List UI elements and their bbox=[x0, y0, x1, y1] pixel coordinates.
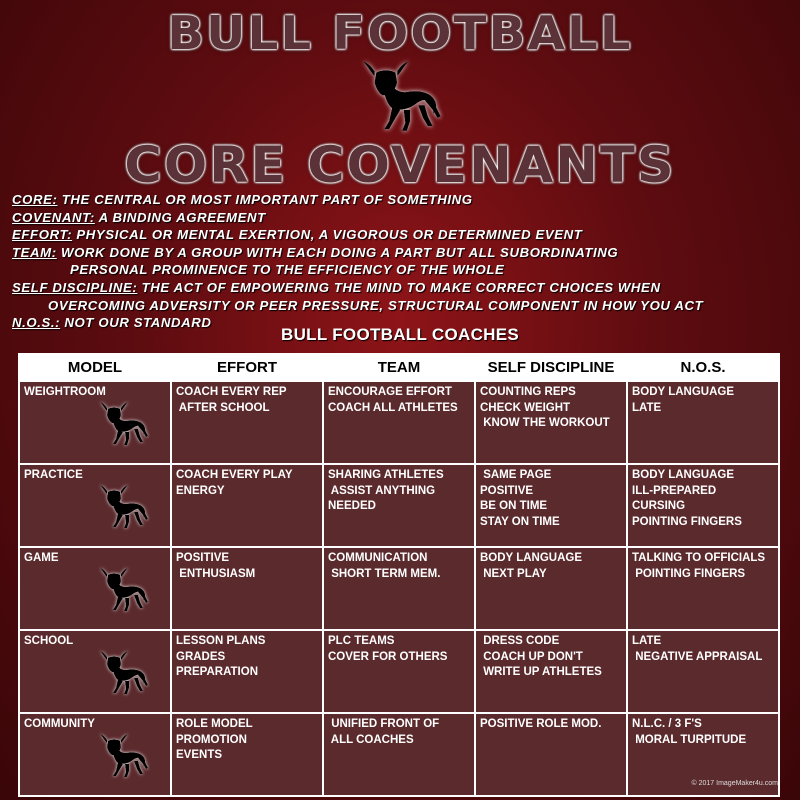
cell-line: CHECK WEIGHT bbox=[480, 401, 571, 414]
definitions-block bbox=[12, 191, 792, 332]
effort-cell bbox=[171, 630, 323, 713]
title-core-covenants: CORE COVENANTS bbox=[124, 136, 676, 194]
model-label: WEIGHTROOM bbox=[24, 386, 106, 398]
cell-line: PROMOTION bbox=[176, 733, 247, 746]
cell-line: DRESS CODE bbox=[480, 635, 560, 647]
cell-line: N.L.C. / 3 F'S bbox=[632, 718, 702, 730]
cell-line: COVER FOR OTHERS bbox=[328, 650, 448, 663]
cell-line: POINTING FINGERS bbox=[632, 567, 746, 580]
nos-cell bbox=[627, 547, 779, 630]
self-discipline-cell bbox=[475, 464, 627, 547]
cell-line: NEGATIVE APPRAISAL bbox=[632, 650, 763, 663]
effort-cell bbox=[171, 547, 323, 630]
bull-icon bbox=[98, 728, 150, 784]
table-title: BULL FOOTBALL COACHES bbox=[281, 325, 519, 344]
cell-line: WRITE UP ATHLETES bbox=[480, 666, 602, 678]
model-label: SCHOOL bbox=[24, 635, 74, 647]
self-discipline-cell bbox=[475, 630, 627, 713]
coaches-table bbox=[18, 353, 780, 797]
nos-cell bbox=[627, 381, 779, 464]
cell-line: COMMUNICATION bbox=[328, 552, 428, 564]
definition-covenant: COVENANT: A BINDING AGREEMENT bbox=[12, 209, 266, 225]
cell-line: STAY ON TIME bbox=[480, 515, 560, 528]
column-header-effort: EFFORT bbox=[171, 354, 323, 381]
definition-core: CORE: THE CENTRAL OR MOST IMPORTANT PART OF SOMETHING bbox=[12, 192, 473, 207]
column-header-team: TEAM bbox=[323, 354, 475, 381]
definition-team-continued: PERSONAL PROMINENCE TO THE EFFICIENCY OF THE WHOLE bbox=[70, 262, 505, 278]
cell-line: COACH EVERY REP bbox=[176, 386, 287, 398]
cell-line: LESSON PLANS bbox=[176, 635, 266, 647]
cell-line: TALKING TO OFFICIALS bbox=[632, 552, 766, 564]
definition-nos: N.O.S.: NOT OUR STANDARD bbox=[12, 315, 212, 331]
model-cell bbox=[19, 630, 171, 713]
cell-line: GRADES bbox=[176, 650, 226, 663]
model-cell bbox=[19, 713, 171, 796]
definition-self-discipline: SELF DISCIPLINE: THE ACT OF EMPOWERING THE MIND TO MAKE CORRECT CHOICES WHEN bbox=[12, 279, 661, 295]
team-cell bbox=[323, 547, 475, 630]
cell-line: BODY LANGUAGE bbox=[632, 386, 735, 398]
cell-line: SHARING ATHLETES bbox=[328, 469, 444, 481]
cell-line: PLC TEAMS bbox=[328, 635, 395, 647]
cell-line: BE ON TIME bbox=[480, 500, 548, 512]
cell-line: POSITIVE ROLE MOD. bbox=[480, 718, 602, 730]
effort-cell bbox=[171, 713, 323, 796]
definition-effort: EFFORT: PHYSICAL OR MENTAL EXERTION, A VIGOROUS OR DETERMINED EVENT bbox=[12, 227, 583, 243]
table-row bbox=[19, 464, 779, 547]
cell-line: SHORT TERM MEM. bbox=[328, 567, 441, 580]
cell-line: COACH ALL ATHLETES bbox=[328, 401, 458, 414]
bull-logo-icon bbox=[360, 52, 444, 142]
cell-line: PREPARATION bbox=[176, 666, 258, 678]
cell-line: NEXT PLAY bbox=[480, 567, 547, 580]
team-cell bbox=[323, 713, 475, 796]
bull-icon bbox=[98, 396, 150, 452]
definition-team: TEAM: WORK DONE BY A GROUP WITH EACH DOING A PART BUT ALL SUBORDINATING bbox=[12, 244, 619, 260]
cell-line: ENCOURAGE EFFORT bbox=[328, 386, 452, 398]
cell-line: ENTHUSIASM bbox=[176, 567, 256, 580]
team-cell bbox=[323, 464, 475, 547]
table-header-row bbox=[19, 354, 779, 381]
cell-line: LATE bbox=[632, 401, 662, 414]
table-row bbox=[19, 547, 779, 630]
self-discipline-cell bbox=[475, 381, 627, 464]
cell-line: MORAL TURPITUDE bbox=[632, 733, 747, 746]
nos-cell bbox=[627, 630, 779, 713]
effort-cell bbox=[171, 464, 323, 547]
cell-line: BODY LANGUAGE bbox=[632, 469, 735, 481]
cell-line: ENERGY bbox=[176, 484, 225, 497]
cell-line: COACH EVERY PLAY bbox=[176, 469, 293, 481]
copyright-text: © 2017 ImageMaker4u.com bbox=[691, 780, 778, 787]
table-row bbox=[19, 630, 779, 713]
column-header-self-discipline: SELF DISCIPLINE bbox=[475, 354, 627, 381]
cell-line: ILL-PREPARED bbox=[632, 484, 717, 497]
title-bull-football: BULL FOOTBALL bbox=[167, 6, 633, 60]
cell-line: NEEDED bbox=[328, 500, 376, 512]
column-header-nos: N.O.S. bbox=[627, 354, 779, 381]
cell-line: ROLE MODEL bbox=[176, 718, 253, 730]
cell-line: SAME PAGE bbox=[480, 469, 552, 481]
cell-line: COACH UP DON'T bbox=[480, 650, 583, 663]
team-cell bbox=[323, 381, 475, 464]
cell-line: COUNTING REPS bbox=[480, 386, 576, 398]
model-label: GAME bbox=[24, 552, 59, 564]
table-row bbox=[19, 713, 779, 796]
cell-line: LATE bbox=[632, 635, 662, 647]
cell-line: ASSIST ANYTHING bbox=[328, 484, 436, 497]
definition-self-discipline-continued: OVERCOMING ADVERSITY OR PEER PRESSURE, STRUCTURAL COMPONENT IN HOW YOU ACT bbox=[48, 297, 704, 313]
model-cell bbox=[19, 547, 171, 630]
table-row bbox=[19, 381, 779, 464]
self-discipline-cell bbox=[475, 713, 627, 796]
effort-cell bbox=[171, 381, 323, 464]
cell-line: ALL COACHES bbox=[328, 733, 414, 746]
team-cell bbox=[323, 630, 475, 713]
column-header-model: MODEL bbox=[19, 354, 171, 381]
model-label: COMMUNITY bbox=[24, 718, 95, 730]
cell-line: CURSING bbox=[632, 500, 686, 512]
cell-line: POSITIVE bbox=[176, 552, 230, 564]
self-discipline-cell bbox=[475, 547, 627, 630]
model-label: PRACTICE bbox=[24, 469, 83, 481]
cell-line: AFTER SCHOOL bbox=[176, 401, 270, 414]
cell-line: POINTING FINGERS bbox=[632, 515, 742, 528]
model-cell bbox=[19, 464, 171, 547]
bull-icon bbox=[98, 645, 150, 701]
bull-icon bbox=[98, 562, 150, 618]
cell-line: UNIFIED FRONT OF bbox=[328, 718, 440, 730]
bull-icon bbox=[98, 479, 150, 535]
cell-line: POSITIVE bbox=[480, 484, 534, 497]
cell-line: BODY LANGUAGE bbox=[480, 552, 583, 564]
cell-line: EVENTS bbox=[176, 749, 223, 761]
model-cell bbox=[19, 381, 171, 464]
nos-cell bbox=[627, 464, 779, 547]
cell-line: KNOW THE WORKOUT bbox=[480, 417, 610, 429]
